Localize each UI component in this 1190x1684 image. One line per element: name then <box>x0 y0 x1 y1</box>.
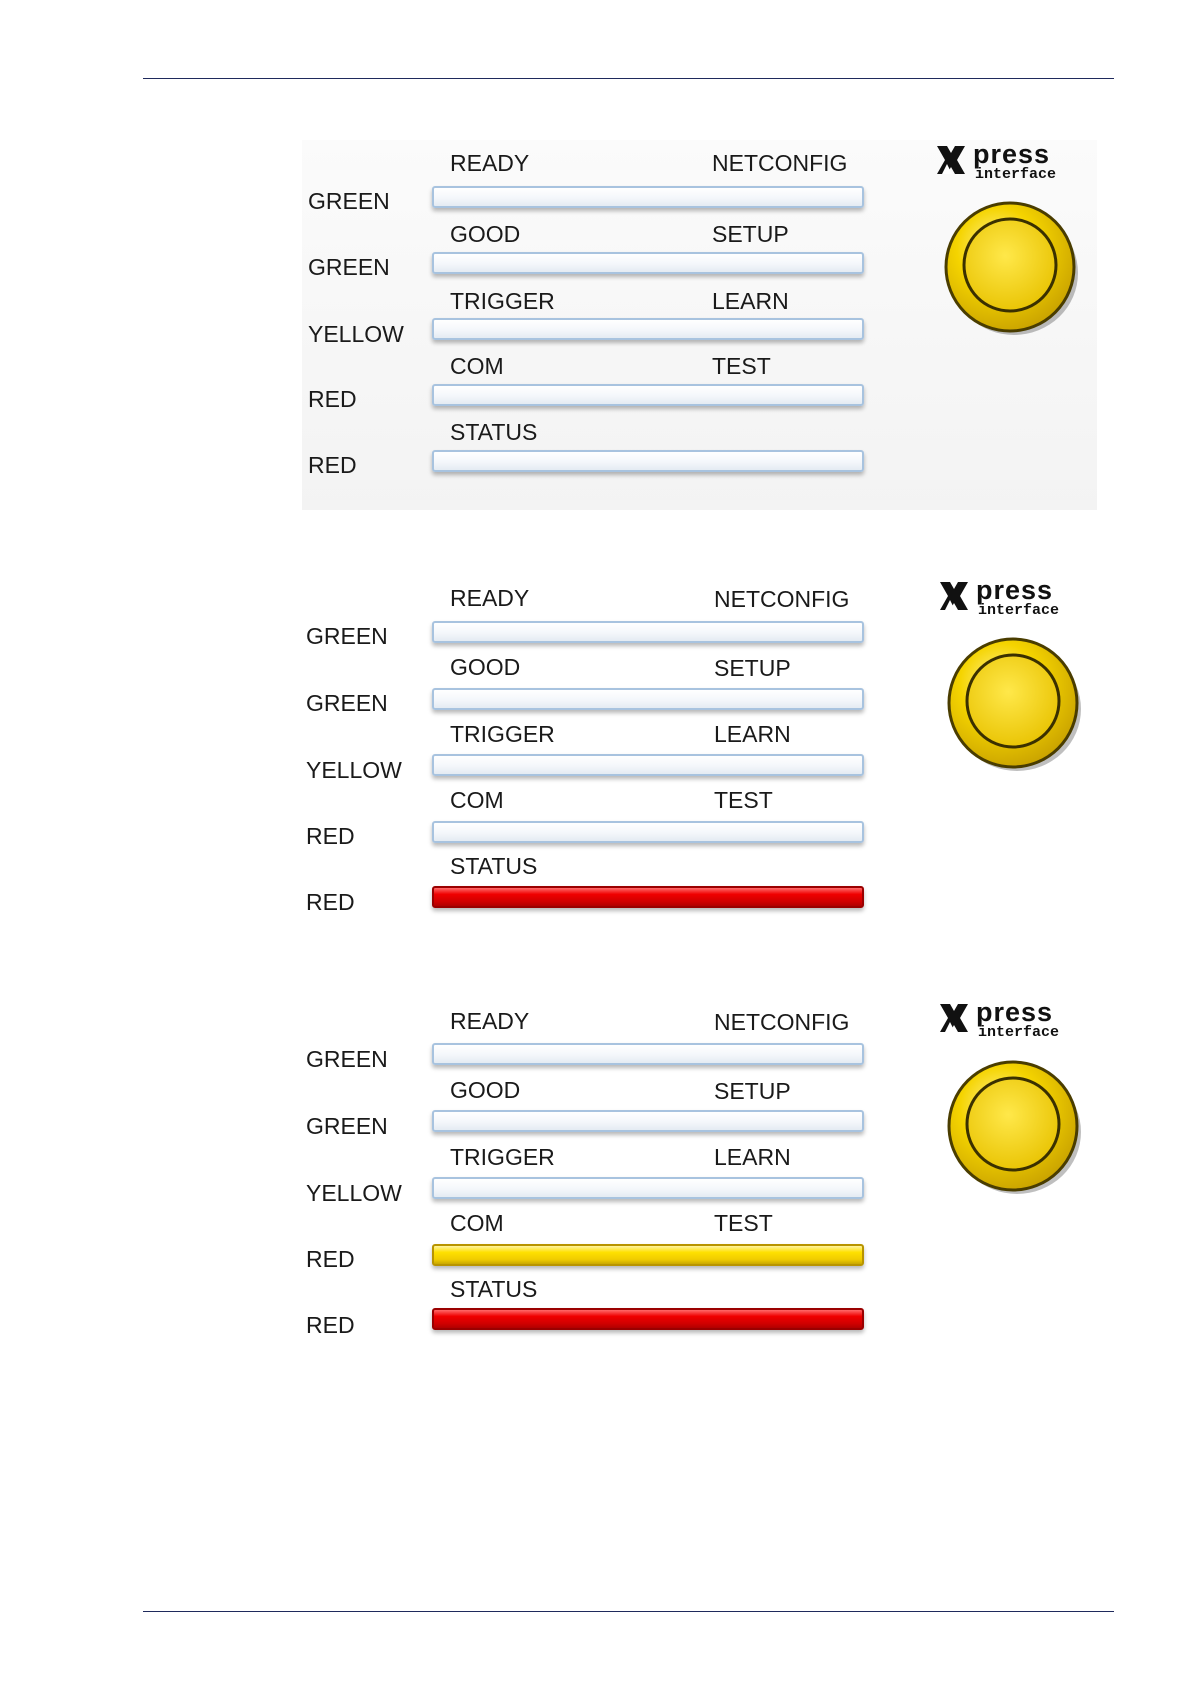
yellow-round-button-icon[interactable] <box>945 633 1085 773</box>
led-alt-label-learn: LEARN <box>714 721 791 747</box>
led-ready <box>432 1043 864 1065</box>
led-alt-label-test: TEST <box>714 1210 773 1236</box>
xpress-logo-icon <box>938 1000 1088 1040</box>
svg-text:press: press <box>973 142 1051 169</box>
led-color-label: RED <box>306 1312 355 1338</box>
led-good <box>432 688 864 710</box>
led-label-trigger: TRIGGER <box>450 288 555 314</box>
led-alt-label-netconfig: NETCONFIG <box>714 1009 850 1035</box>
led-label-status: STATUS <box>450 853 538 879</box>
led-alt-label-setup: SETUP <box>714 655 791 681</box>
led-color-label: YELLOW <box>306 757 402 783</box>
led-panel <box>0 575 1190 965</box>
led-label-good: GOOD <box>450 654 521 680</box>
svg-text:press: press <box>976 1000 1054 1027</box>
led-color-label: RED <box>306 823 355 849</box>
led-label-trigger: TRIGGER <box>450 1144 555 1170</box>
led-com <box>432 821 864 843</box>
led-alt-label-netconfig: NETCONFIG <box>714 586 850 612</box>
svg-text:interface: interface <box>975 166 1057 182</box>
led-color-label: RED <box>308 452 357 478</box>
led-com <box>432 384 864 406</box>
led-ready <box>432 186 864 208</box>
led-alt-label-learn: LEARN <box>714 1144 791 1170</box>
led-alt-label-netconfig: NETCONFIG <box>712 150 848 176</box>
led-color-label: RED <box>306 1246 355 1272</box>
led-trigger <box>432 318 864 340</box>
led-color-label: YELLOW <box>306 1180 402 1206</box>
led-color-label: RED <box>306 889 355 915</box>
yellow-round-button-icon[interactable] <box>942 197 1082 337</box>
led-panel <box>0 140 1190 530</box>
led-label-status: STATUS <box>450 419 538 445</box>
svg-text:interface: interface <box>978 1024 1060 1040</box>
led-label-good: GOOD <box>450 1077 521 1103</box>
xpress-logo-icon <box>938 578 1088 618</box>
header-rule <box>143 78 1114 79</box>
led-ready <box>432 621 864 643</box>
yellow-round-button-icon[interactable] <box>945 1056 1085 1196</box>
led-trigger <box>432 1177 864 1199</box>
led-color-label: GREEN <box>308 188 390 214</box>
led-good <box>432 252 864 274</box>
svg-text:press: press <box>976 578 1054 605</box>
led-label-good: GOOD <box>450 221 521 247</box>
led-com <box>432 1244 864 1266</box>
led-label-ready: READY <box>450 150 530 176</box>
led-label-com: COM <box>450 353 504 379</box>
led-label-ready: READY <box>450 585 530 611</box>
led-label-com: COM <box>450 787 504 813</box>
led-status <box>432 1308 864 1330</box>
led-alt-label-test: TEST <box>712 353 771 379</box>
led-alt-label-setup: SETUP <box>714 1078 791 1104</box>
led-color-label: GREEN <box>306 1113 388 1139</box>
led-color-label: RED <box>308 386 357 412</box>
led-color-label: YELLOW <box>308 321 404 347</box>
led-status <box>432 450 864 472</box>
led-color-label: GREEN <box>306 623 388 649</box>
led-color-label: GREEN <box>308 254 390 280</box>
led-good <box>432 1110 864 1132</box>
led-label-com: COM <box>450 1210 504 1236</box>
led-color-label: GREEN <box>306 690 388 716</box>
xpress-logo-icon <box>935 142 1085 182</box>
svg-text:interface: interface <box>978 602 1060 618</box>
led-panel <box>0 998 1190 1388</box>
led-status <box>432 886 864 908</box>
footer-rule <box>143 1611 1114 1612</box>
led-alt-label-setup: SETUP <box>712 221 789 247</box>
led-trigger <box>432 754 864 776</box>
led-label-trigger: TRIGGER <box>450 721 555 747</box>
led-alt-label-learn: LEARN <box>712 288 789 314</box>
led-label-ready: READY <box>450 1008 530 1034</box>
led-color-label: GREEN <box>306 1046 388 1072</box>
led-alt-label-test: TEST <box>714 787 773 813</box>
led-label-status: STATUS <box>450 1276 538 1302</box>
